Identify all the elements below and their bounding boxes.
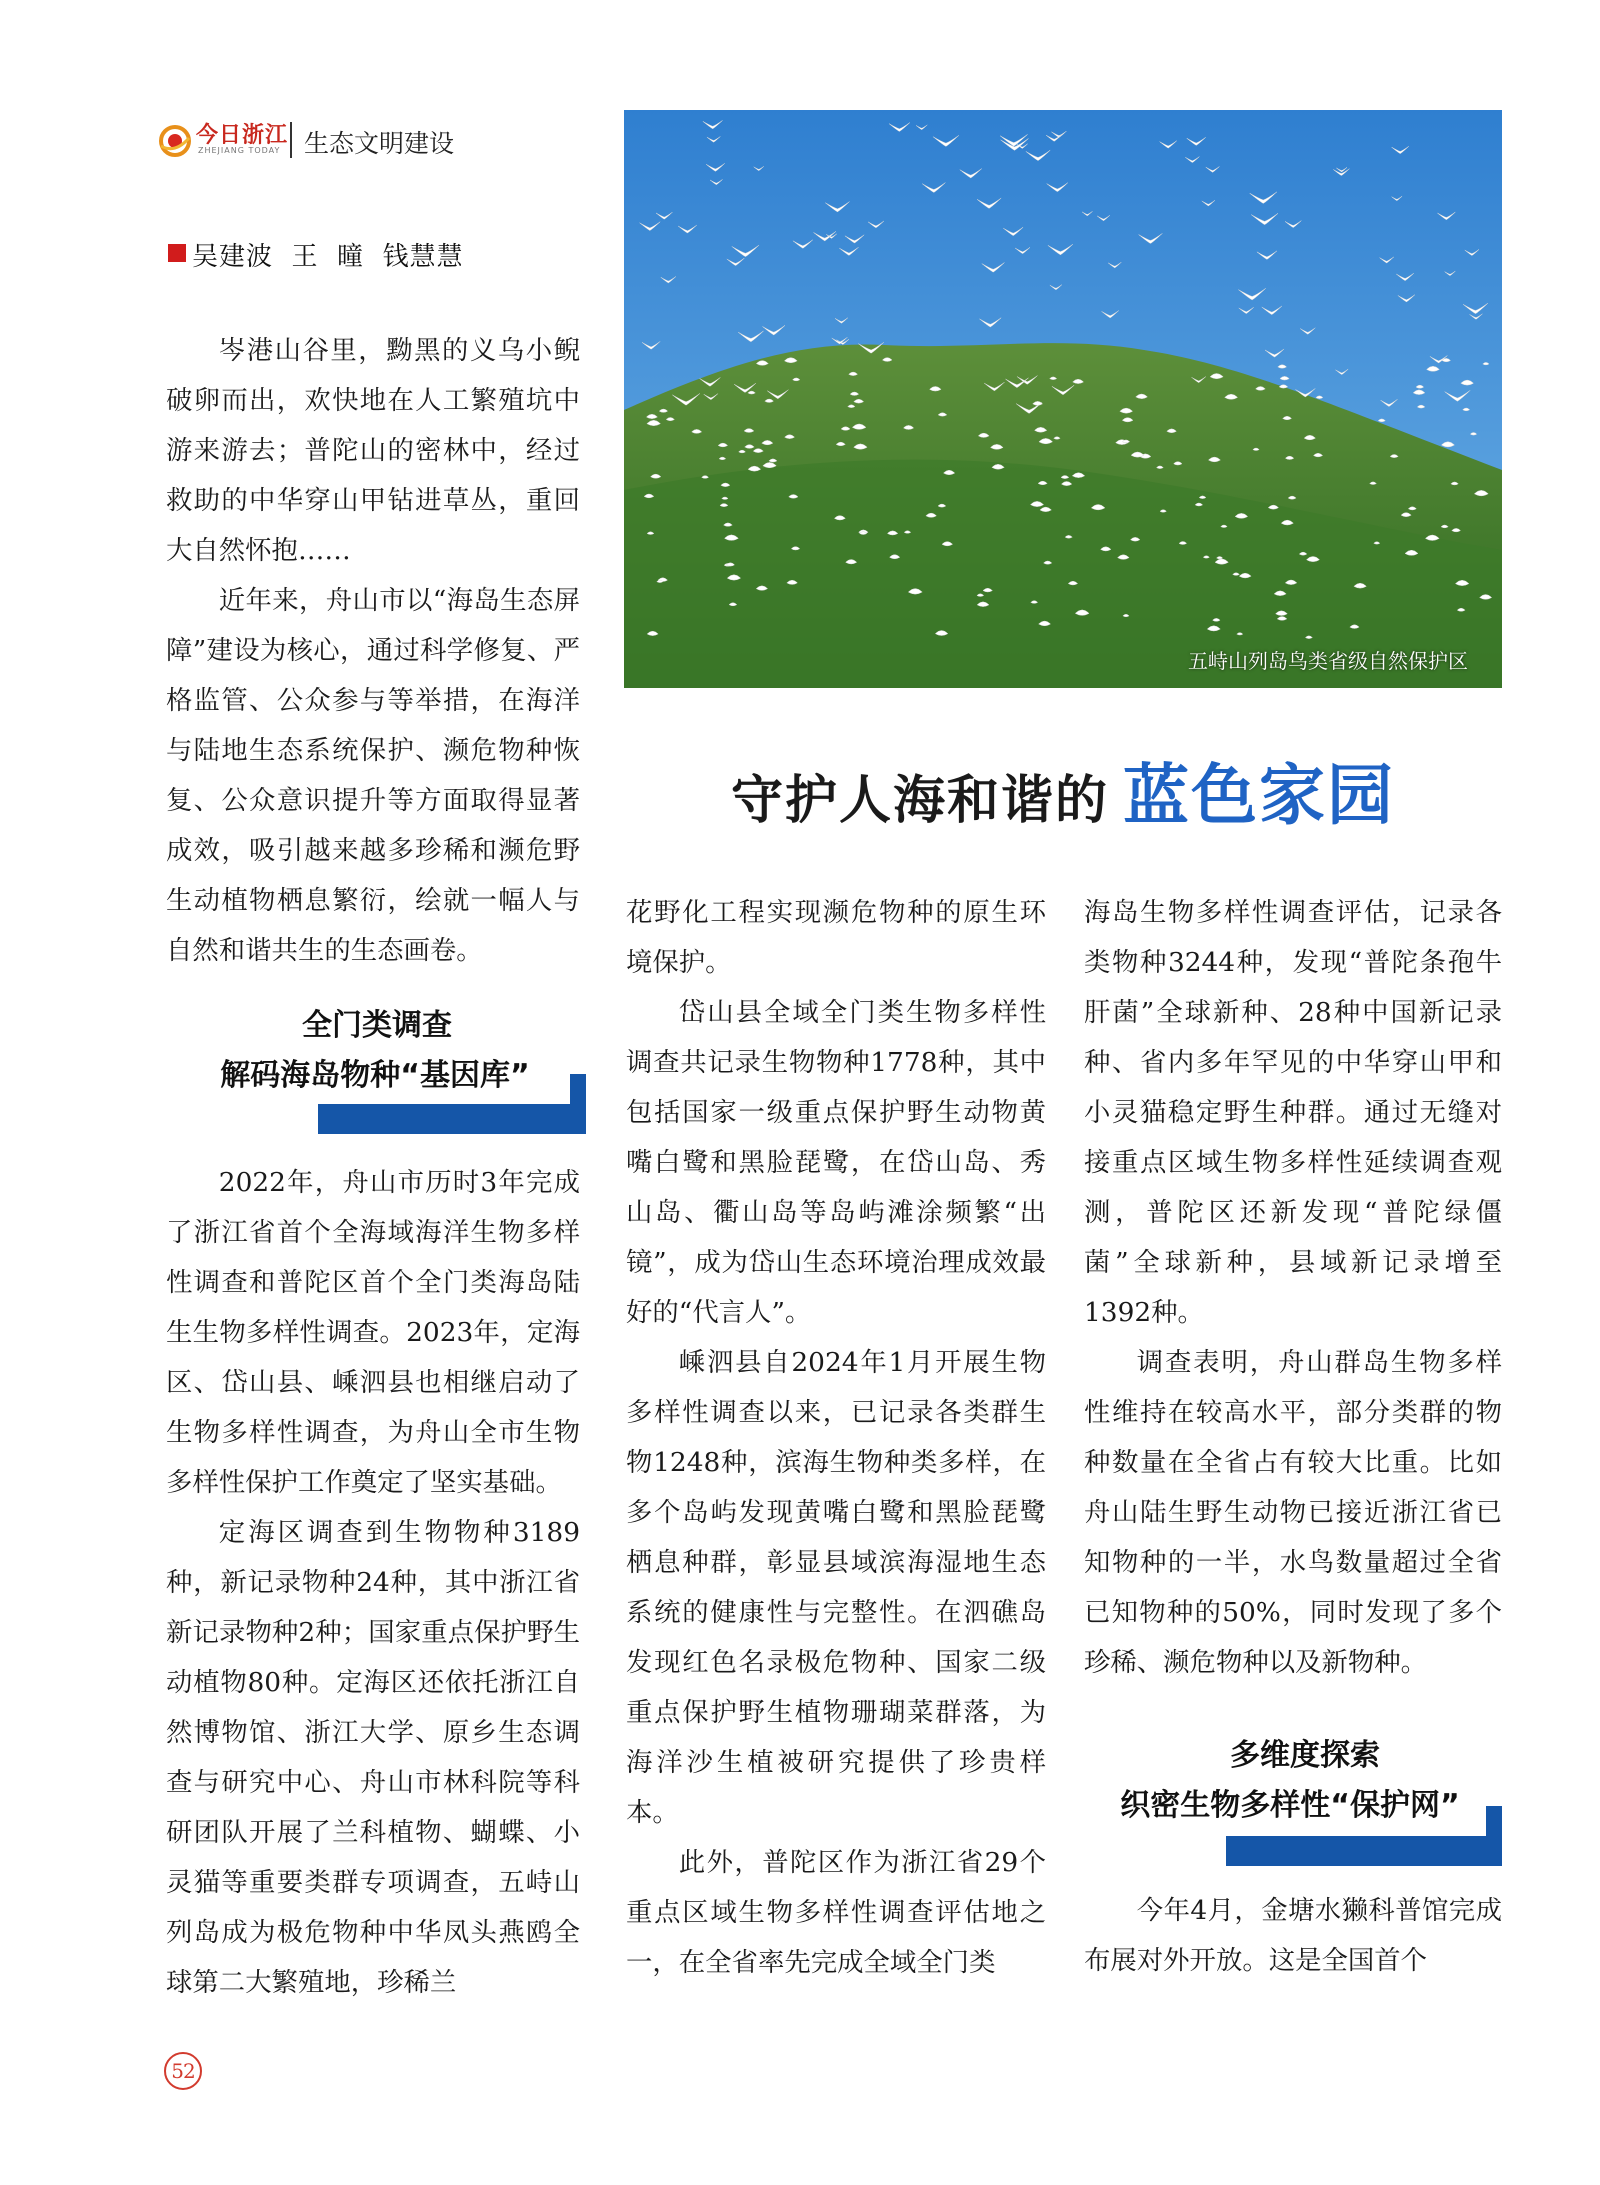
column-3-text [1084, 888, 1502, 1678]
intro-paragraph: 岑港山谷里，黝黑的义乌小鲵破卵而出，欢快地在人工繁殖坑中游来游去；普陀山的密林中，经过救助的中华穿山甲钻进草丛，重回大自然怀抱…… [166, 335, 580, 566]
logo-subtitle: ZHEJIANG TODAY [198, 146, 281, 155]
body-paragraph: 海岛生物多样性调查评估，记录各类物种3244种，发现“普陀条孢牛肝菌”全球新种、28种中国新记录种、省内多年罕见的中华穿山甲和小灵猫稳定野生种群。通过无缝对接重点区域生物多样性延续调查观测，普陀区还新发现“普陀绿僵菌”全球新种，县域新记录增至1392种。 [1084, 897, 1502, 1328]
section2-text [1084, 1886, 1502, 2036]
column-2-text [626, 888, 1046, 2038]
hero-photo [624, 110, 1502, 688]
subhead-1-line1: 全门类调查 [302, 1008, 452, 1043]
body-paragraph: 2022年，舟山市历时3年完成了浙江省首个全海域海洋生物多样性调查和普陀区首个全门类海岛陆生生物多样性调查。2023年，定海区、岱山县、嵊泗县也相继启动了生物多样性调查，为舟山全市生物多样性保护工作奠定了坚实基础。 [166, 1167, 580, 1498]
body-paragraph: 嵊泗县自2024年1月开展生物多样性调查以来，已记录各类群生物1248种，滨海生物种类多样，在多个岛屿发现黄嘴白鹭和黑脸琵鹭栖息种群，彰显县域滨海湿地生态系统的健康性与完整性。在泗礁岛发现红色名录极危物种、国家二级重点保护野生植物珊瑚菜群落，为海洋沙生植被研究提供了珍贵样本。 [626, 1347, 1046, 1828]
header-divider [290, 122, 292, 158]
subhead-1-underline [318, 1104, 586, 1134]
subhead-2-underline [1226, 1836, 1502, 1866]
headline-part2: 蓝色家园 [1123, 757, 1395, 834]
body-paragraph: 定海区调查到生物物种3189种，新记录物种24种，其中浙江省新记录物种2种；国家重点保护野生动植物80种。定海区还依托浙江自然博物馆、浙江大学、原乡生态调查与研究中心、舟山市林科院等科研团队开展了兰科植物、蝴蝶、小灵猫等重要类群专项调查，五峙山列岛成为极危物种中华凤头燕鸥全球第二大繁殖地，珍稀兰 [166, 1517, 580, 1998]
intro-paragraph: 近年来，舟山市以“海岛生态屏障”建设为核心，通过科学修复、严格监管、公众参与等举措，在海洋与陆地生态系统保护、濒危物种恢复、公众意识提升等方面取得显著成效，吸引越来越多珍稀和濒危野生动植物栖息繁衍，绘就一幅人与自然和谐共生的生态画卷。 [166, 585, 580, 966]
subhead-2-line1: 多维度探索 [1230, 1738, 1380, 1773]
logo-icon [158, 124, 192, 158]
body-paragraph: 调查表明，舟山群岛生物多样性维持在较高水平，部分类群的物种数量在全省占有较大比重。比如舟山陆生野生动物已接近浙江省已知物种的一半，水鸟数量超过全省已知物种的50%，同时发现了多个珍稀、濒危物种以及新物种。 [1084, 1347, 1502, 1678]
subhead-2-accent [1486, 1806, 1502, 1866]
body-paragraph: 此外，普陀区作为浙江省29个重点区域生物多样性调查评估地之一，在全省率先完成全域全门类 [626, 1847, 1046, 1978]
headline-part1: 守护人海和谐的 [730, 770, 1109, 831]
section1-text [166, 1158, 580, 2038]
logo-name: 今日浙江 [196, 122, 289, 148]
page-number: 52 [164, 2052, 202, 2090]
byline: 吴建波 王 曈 钱慧慧 [192, 242, 464, 272]
subhead-2-line2: 织密生物多样性“保护网” [1120, 1788, 1460, 1823]
article-headline [624, 742, 1502, 837]
body-paragraph: 花野化工程实现濒危物种的原生环境保护。 [626, 897, 1046, 978]
photo-caption: 五峙山列岛鸟类省级自然保护区 [1188, 649, 1468, 673]
subhead-1-line2: 解码海岛物种“基因库” [220, 1058, 530, 1093]
intro-text [166, 326, 580, 966]
byline-marker [168, 244, 186, 262]
body-paragraph: 岱山县全域全门类生物多样性调查共记录生物物种1778种，其中包括国家一级重点保护野生动物黄嘴白鹭和黑脸琵鹭，在岱山岛、秀山岛、衢山岛等岛屿滩涂频繁“出镜”，成为岱山生态环境治理成效最好的“代言人”。 [626, 997, 1046, 1328]
section-title: 生态文明建设 [304, 129, 455, 158]
subhead-1-accent [570, 1074, 586, 1134]
body-paragraph: 今年4月，金塘水獭科普馆完成布展对外开放。这是全国首个 [1084, 1895, 1502, 1976]
